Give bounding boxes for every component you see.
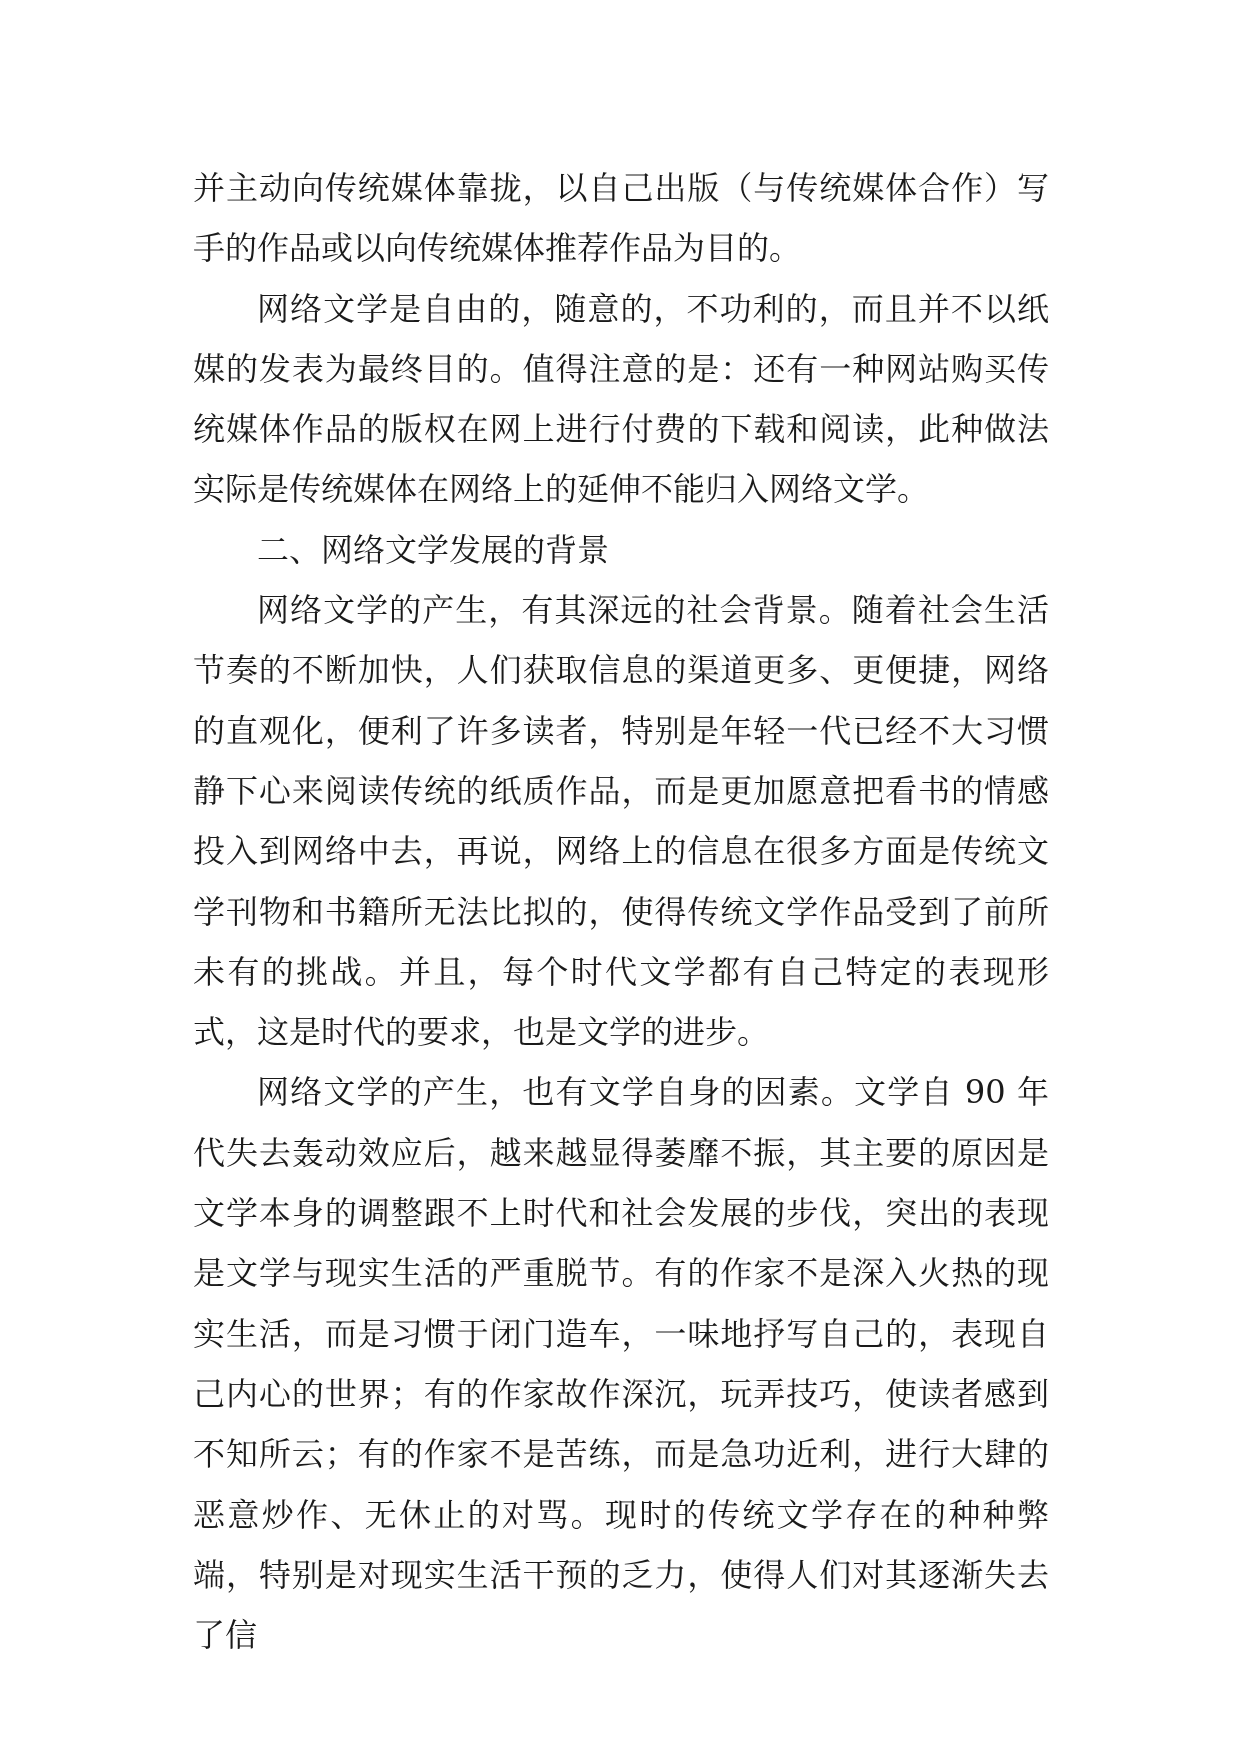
paragraph-literary-factors: 网络文学的产生，也有文学自身的因素。文学自 90 年代失去轰动效应后，越来越显得萎靡不振，其主要的原因是文学本身的调整跟不上时代和社会发展的步伐，突出的表现是文学与现实生活的严重脱节。有的作家不是深入火热的现实生活，而是习惯于闭门造车，一味地抒写自己的，表现自己内心的世界；有的作家故作深沉，玩弄技巧，使读者感到不知所云；有的作家不是苦练，而是急功近利，进行大肆的恶意炒作、无休止的对骂。现时的传统文学存在的种种弊端，特别是对现实生活干预的乏力，使得人们对其逐渐失去了信 xyxy=(193,1073,1049,1655)
paragraph-social-background: 网络文学的产生，有其深远的社会背景。随着社会生活节奏的不断加快，人们获取信息的渠道更多、更便捷，网络的直观化，便利了许多读者，特别是年轻一代已经不大习惯静下心来阅读传统的纸质作品，而是更加愿意把看书的情感投入到网络中去，再说，网络上的信息在很多方面是传统文学刊物和书籍所无法比拟的，使得传统文学作品受到了前所未有的挑战。并且，每个时代文学都有自己特定的表现形式，这是时代的要求，也是文学的进步。 xyxy=(193,591,1049,1052)
body-text xyxy=(193,158,1049,1665)
paragraph-continuation: 并主动向传统媒体靠拢，以自己出版（与传统媒体合作）写手的作品或以向传统媒体推荐作品为目的。 xyxy=(193,169,1049,268)
section-heading: 二、网络文学发展的背景 xyxy=(257,530,610,569)
paragraph-definition: 网络文学是自由的，随意的，不功利的，而且并不以纸媒的发表为最终目的。值得注意的是：还有一种网站购买传统媒体作品的版权在网上进行付费的下载和阅读，此种做法实际是传统媒体在网络上的延伸不能归入网络文学。 xyxy=(193,289,1049,509)
